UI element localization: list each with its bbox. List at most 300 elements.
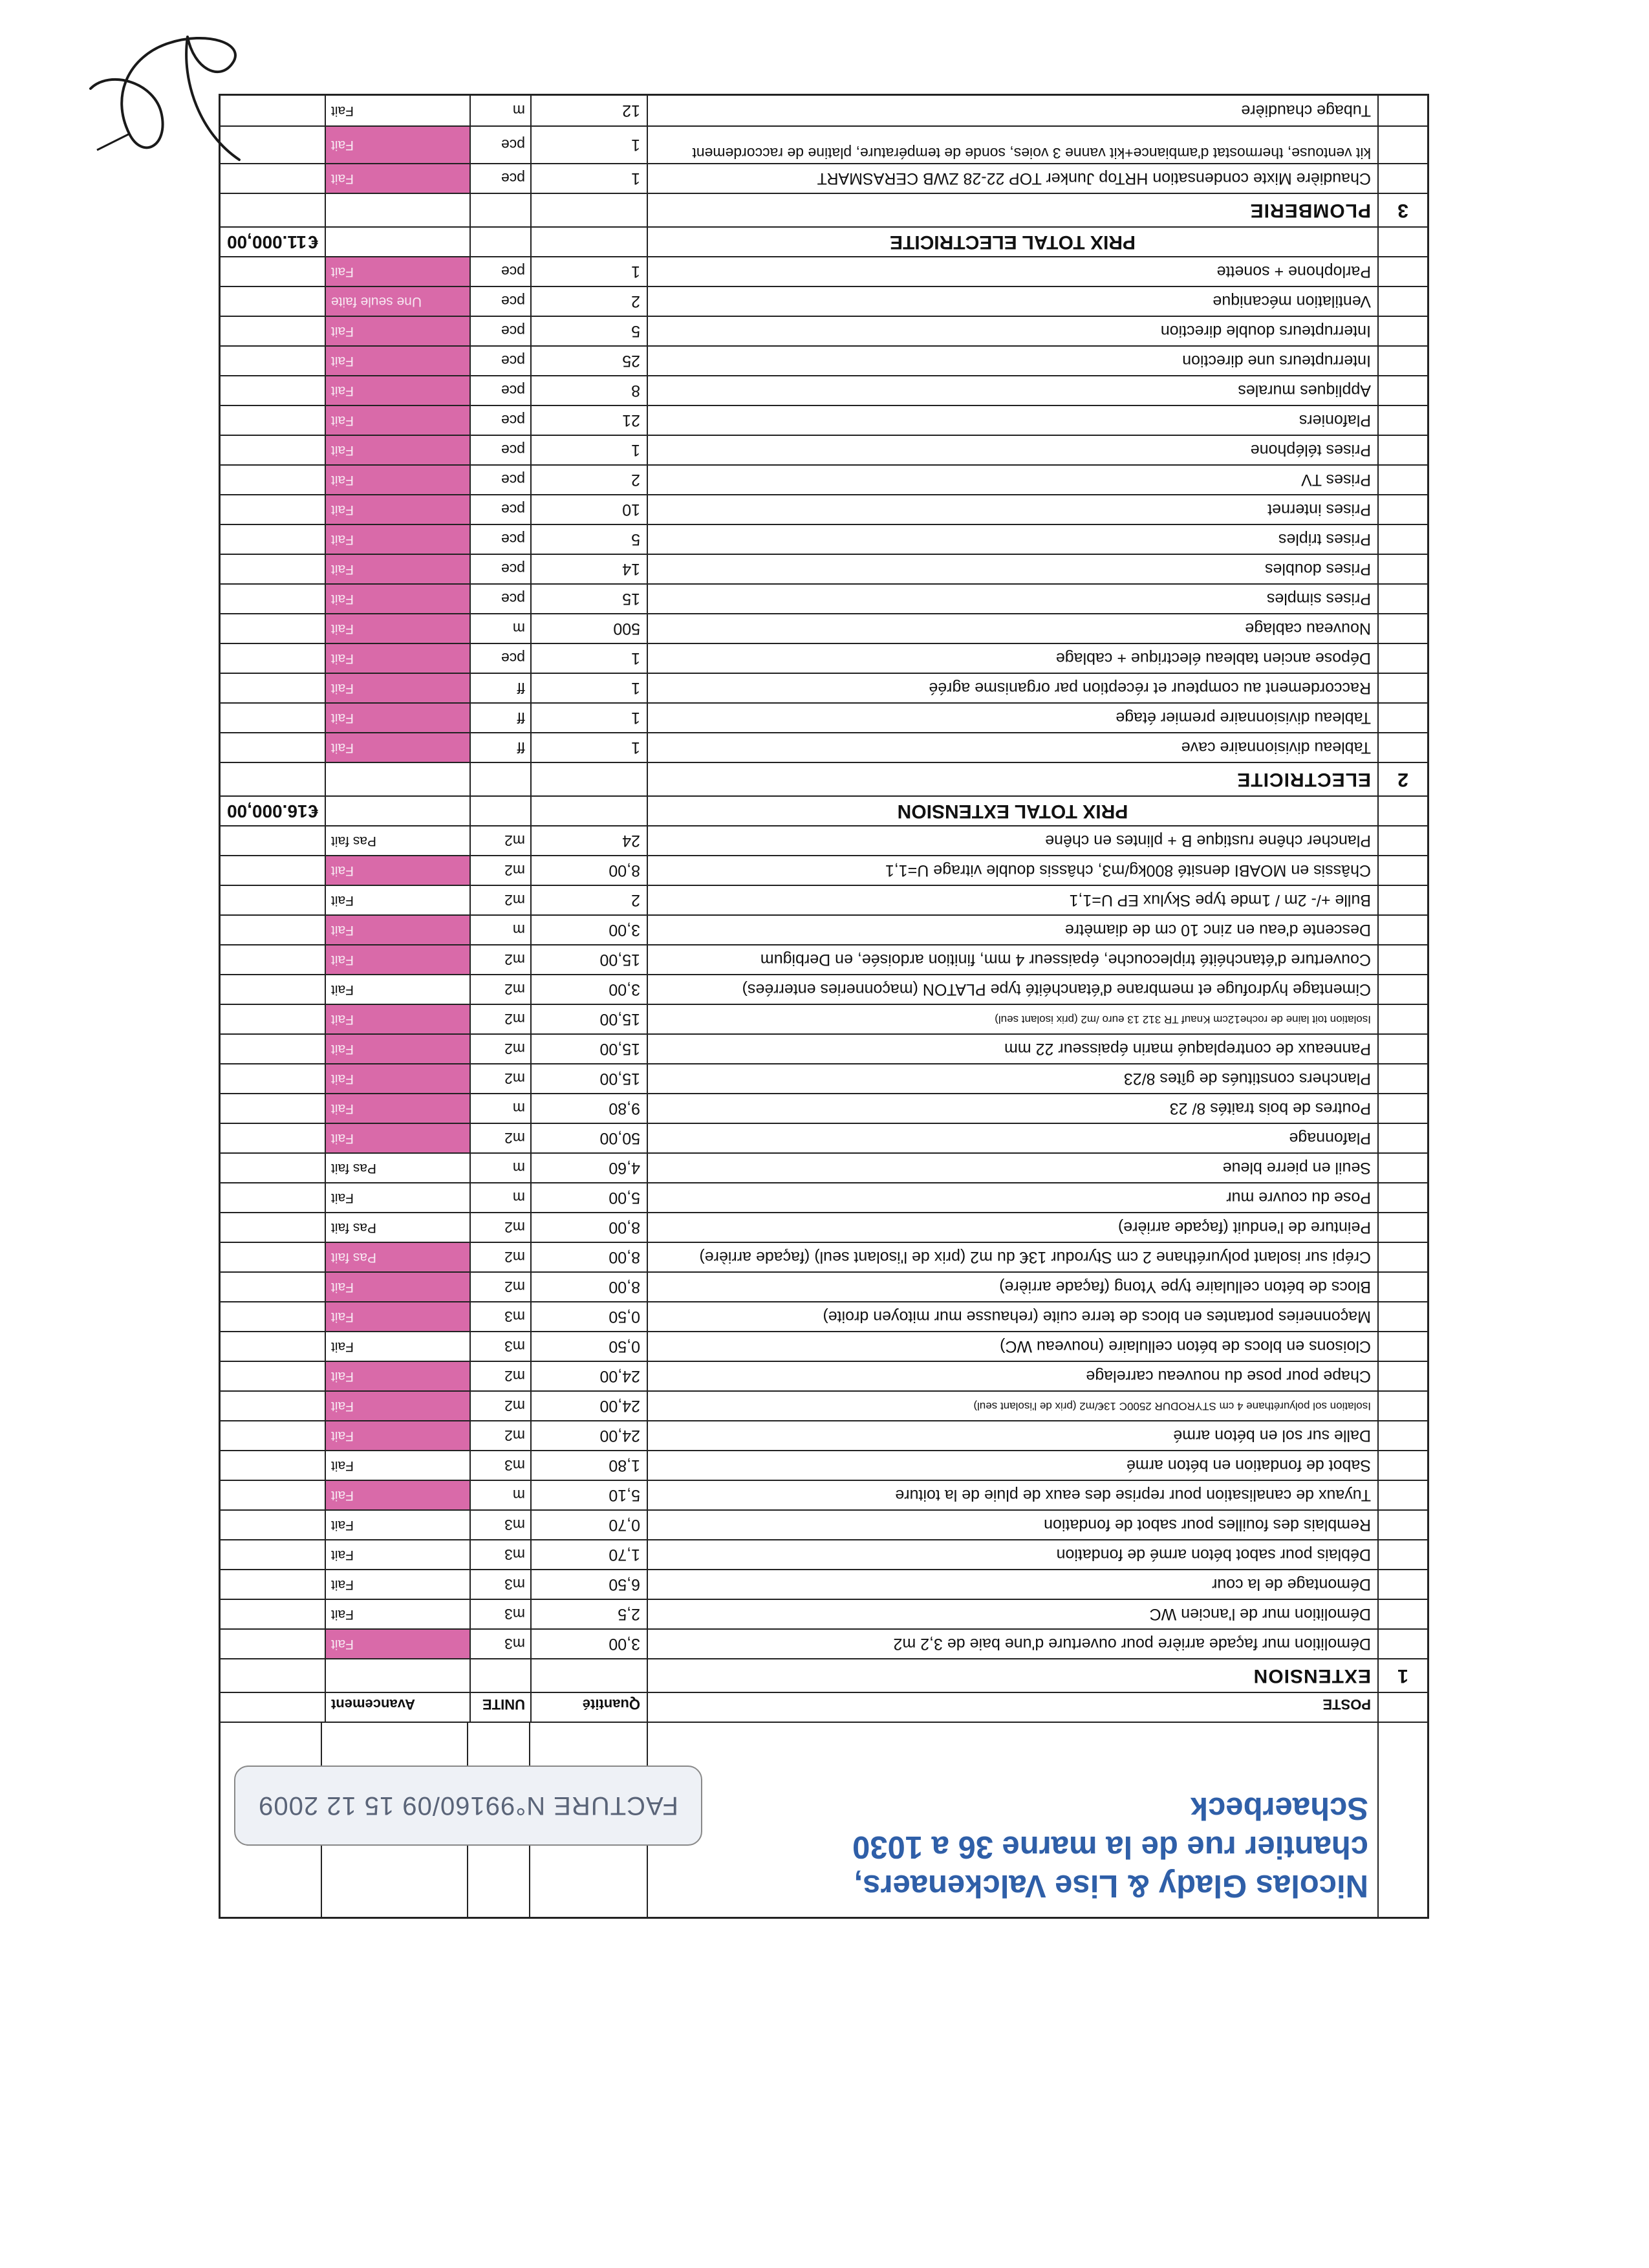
index-cell bbox=[1377, 733, 1427, 762]
item-description: Chape pour pose du nouveau carrelage bbox=[647, 1362, 1377, 1390]
item-unit: m2 bbox=[469, 886, 530, 914]
price-cell bbox=[221, 1392, 325, 1420]
invoice-header bbox=[221, 1722, 1427, 1917]
table-row bbox=[221, 583, 1427, 613]
item-description: Planchers constitués de gîtes 8/23 bbox=[647, 1064, 1377, 1093]
item-unit: m2 bbox=[469, 1362, 530, 1390]
item-unit: m3 bbox=[469, 1540, 530, 1569]
total-price bbox=[221, 228, 325, 256]
table-row bbox=[221, 855, 1427, 885]
table-row bbox=[221, 1361, 1427, 1390]
item-status: Fait bbox=[325, 1124, 469, 1152]
item-quantity: 8,00 bbox=[530, 1213, 647, 1242]
table-row bbox=[221, 944, 1427, 974]
price-cell bbox=[221, 1094, 325, 1123]
table-row bbox=[221, 885, 1427, 914]
item-description: Démolition mur de l'ancien WC bbox=[647, 1600, 1377, 1628]
item-status: Pas fait bbox=[325, 826, 469, 855]
index-cell bbox=[1377, 1183, 1427, 1212]
table-row bbox=[221, 96, 1427, 125]
column-header-index bbox=[1377, 1693, 1427, 1722]
item-unit: pce bbox=[469, 436, 530, 464]
index-cell bbox=[1377, 228, 1427, 256]
item-description: Cimentage hydrofuge et membrane d'étanchéité type PLATON (maçonneries enterrées) bbox=[647, 975, 1377, 1004]
index-cell bbox=[1377, 1273, 1427, 1301]
index-cell bbox=[1377, 1035, 1427, 1063]
price-cell bbox=[221, 1005, 325, 1033]
index-cell bbox=[1377, 1302, 1427, 1331]
item-quantity: 2 bbox=[530, 466, 647, 494]
section-row bbox=[221, 193, 1427, 226]
table-row bbox=[221, 405, 1427, 435]
item-status: Fait bbox=[325, 1540, 469, 1569]
price-cell bbox=[221, 257, 325, 286]
item-quantity: 500 bbox=[530, 614, 647, 643]
item-description: Plafonnage bbox=[647, 1124, 1377, 1152]
item-unit: m bbox=[469, 614, 530, 643]
index-cell bbox=[1377, 886, 1427, 914]
index-cell bbox=[1377, 1094, 1427, 1123]
item-quantity: 1 bbox=[530, 733, 647, 762]
table-row bbox=[221, 732, 1427, 762]
item-status: Fait bbox=[325, 916, 469, 944]
index-cell bbox=[1377, 826, 1427, 855]
item-description: Couverture d'étanchéité triplecouche, épaisseur 4 mm, finition ardoisée, en Derbigum bbox=[647, 945, 1377, 974]
item-unit: pce bbox=[469, 644, 530, 673]
item-quantity: 5 bbox=[530, 317, 647, 345]
price-cell bbox=[221, 856, 325, 885]
item-quantity: 3,00 bbox=[530, 916, 647, 944]
index-cell bbox=[1377, 1600, 1427, 1628]
item-unit: ff bbox=[469, 674, 530, 702]
item-description: Crépi sur isolant polyuréthane 2 cm Styrodur 13€ du m2 (prix de l'isolant seul) (façade arrière) bbox=[647, 1243, 1377, 1271]
price-cell bbox=[221, 1302, 325, 1331]
progress-cell bbox=[325, 228, 469, 256]
item-status: Fait bbox=[325, 1630, 469, 1658]
item-description: Tuyaux de canalisation pour reprise des eaux de pluie de la toiture bbox=[647, 1481, 1377, 1509]
index-cell bbox=[1377, 975, 1427, 1004]
table-row bbox=[221, 1301, 1427, 1331]
item-status: Fait bbox=[325, 257, 469, 286]
table-row bbox=[221, 554, 1427, 583]
index-cell bbox=[1377, 347, 1427, 375]
section-title: PLOMBERIE bbox=[647, 194, 1377, 226]
price-cell bbox=[221, 525, 325, 554]
index-cell bbox=[1377, 1451, 1427, 1480]
item-unit: pce bbox=[469, 376, 530, 405]
section-number: 1 bbox=[1377, 1659, 1427, 1692]
table-row bbox=[221, 1063, 1427, 1093]
total-row bbox=[221, 795, 1427, 825]
item-unit: m3 bbox=[469, 1511, 530, 1539]
price-cell bbox=[221, 1064, 325, 1093]
currency-symbol: € bbox=[308, 232, 318, 252]
progress-cell bbox=[325, 797, 469, 825]
index-cell bbox=[1377, 1421, 1427, 1450]
price-cell bbox=[221, 886, 325, 914]
item-unit: pce bbox=[469, 347, 530, 375]
item-status: Fait bbox=[325, 1392, 469, 1420]
item-quantity: 3,00 bbox=[530, 975, 647, 1004]
item-unit: pce bbox=[469, 555, 530, 583]
price-cell bbox=[221, 1362, 325, 1390]
item-unit: m2 bbox=[469, 1035, 530, 1063]
table-row bbox=[221, 125, 1427, 163]
item-description: Descente d'eau en zinc 10 cm de diamètre bbox=[647, 916, 1377, 944]
item-status: Fait bbox=[325, 644, 469, 673]
table-row bbox=[221, 1420, 1427, 1450]
table-row bbox=[221, 643, 1427, 673]
price-cell bbox=[221, 1600, 325, 1628]
item-description: Blocs de béton cellulaire type Ytong (façade arrière) bbox=[647, 1273, 1377, 1301]
item-unit: m2 bbox=[469, 1273, 530, 1301]
price-cell bbox=[221, 1570, 325, 1599]
index-cell bbox=[1377, 406, 1427, 435]
item-unit: ff bbox=[469, 733, 530, 762]
price-cell bbox=[221, 466, 325, 494]
item-status: Fait bbox=[325, 164, 469, 193]
item-quantity: 1 bbox=[530, 674, 647, 702]
table-row bbox=[221, 1450, 1427, 1480]
item-quantity: 12 bbox=[530, 96, 647, 125]
item-quantity: 15,00 bbox=[530, 1035, 647, 1063]
item-status: Fait bbox=[325, 1362, 469, 1390]
item-quantity: 2,5 bbox=[530, 1600, 647, 1628]
price-cell bbox=[221, 826, 325, 855]
progress-cell bbox=[325, 1659, 469, 1692]
item-status: Fait bbox=[325, 856, 469, 885]
price-cell bbox=[221, 1183, 325, 1212]
unit-cell bbox=[469, 797, 530, 825]
table-row bbox=[221, 1628, 1427, 1658]
section-row bbox=[221, 762, 1427, 795]
item-quantity: 50,00 bbox=[530, 1124, 647, 1152]
item-status: Fait bbox=[325, 1511, 469, 1539]
item-quantity: 15,00 bbox=[530, 1005, 647, 1033]
item-description: Prises doubles bbox=[647, 555, 1377, 583]
price-cell bbox=[221, 674, 325, 702]
item-unit: m2 bbox=[469, 1124, 530, 1152]
table-row bbox=[221, 825, 1427, 855]
table-row bbox=[221, 1033, 1427, 1063]
index-cell bbox=[1377, 1511, 1427, 1539]
price-cell bbox=[221, 1511, 325, 1539]
price-cell bbox=[221, 644, 325, 673]
column-header-quantite: Quantité bbox=[530, 1693, 647, 1722]
item-unit: pce bbox=[469, 585, 530, 613]
table-row bbox=[221, 1480, 1427, 1509]
price-cell bbox=[221, 763, 325, 795]
price-cell bbox=[221, 495, 325, 524]
item-description: Chaudière Mixte condensation HRTop Junker TOP 22-28 ZWB CERASMART bbox=[647, 164, 1377, 193]
index-cell bbox=[1377, 164, 1427, 193]
invoice-stamp bbox=[234, 1766, 702, 1846]
item-unit: m2 bbox=[469, 1064, 530, 1093]
table-row bbox=[221, 1152, 1427, 1182]
table-row bbox=[221, 613, 1427, 643]
price-cell bbox=[221, 376, 325, 405]
item-quantity: 3,00 bbox=[530, 1630, 647, 1658]
table-row bbox=[221, 1599, 1427, 1628]
column-header-price bbox=[221, 1693, 325, 1722]
item-quantity: 5 bbox=[530, 525, 647, 554]
table-row bbox=[221, 316, 1427, 345]
section-number: 3 bbox=[1377, 194, 1427, 226]
item-unit: pce bbox=[469, 525, 530, 554]
item-unit: pce bbox=[469, 127, 530, 163]
item-description: Raccordement au compteur et réception par organisme agréé bbox=[647, 674, 1377, 702]
table-row bbox=[221, 914, 1427, 944]
unit-cell bbox=[469, 763, 530, 795]
item-unit: m2 bbox=[469, 1243, 530, 1271]
item-quantity: 5,10 bbox=[530, 1481, 647, 1509]
item-unit: pce bbox=[469, 466, 530, 494]
item-description: Prises TV bbox=[647, 466, 1377, 494]
item-unit: m bbox=[469, 1154, 530, 1182]
table-row bbox=[221, 435, 1427, 464]
item-unit: m2 bbox=[469, 856, 530, 885]
item-unit: m2 bbox=[469, 1213, 530, 1242]
item-description: Pose du couvre mur bbox=[647, 1183, 1377, 1212]
section-number: 2 bbox=[1377, 763, 1427, 795]
item-status: Fait bbox=[325, 96, 469, 125]
item-description: Tableau divisionnaire cave bbox=[647, 733, 1377, 762]
client-name: Nicolas Glady & Lise Valckenaers, bbox=[854, 1868, 1368, 1903]
invoice-stamp-text: FACTURE N°99160/09 15 12 2009 bbox=[258, 1791, 678, 1820]
price-cell bbox=[221, 585, 325, 613]
item-status: Fait bbox=[325, 1421, 469, 1450]
item-status: Fait bbox=[325, 674, 469, 702]
item-description: Tableau divisionnaire premier étage bbox=[647, 704, 1377, 732]
table-row bbox=[221, 1331, 1427, 1361]
index-cell bbox=[1377, 287, 1427, 316]
item-quantity: 6,50 bbox=[530, 1570, 647, 1599]
item-description: Démolition mur façade arrière pour ouverture d'une baie de 3,2 m2 bbox=[647, 1630, 1377, 1658]
item-status: Fait bbox=[325, 1302, 469, 1331]
item-quantity: 9,80 bbox=[530, 1094, 647, 1123]
qty-cell bbox=[530, 1659, 647, 1692]
price-cell bbox=[221, 1451, 325, 1480]
table-row bbox=[221, 974, 1427, 1004]
item-unit: pce bbox=[469, 495, 530, 524]
item-status: Fait bbox=[325, 1570, 469, 1599]
item-status: Fait bbox=[325, 436, 469, 464]
item-quantity: 24,00 bbox=[530, 1362, 647, 1390]
item-unit: pce bbox=[469, 317, 530, 345]
column-header-avancement: Avancement bbox=[325, 1693, 469, 1722]
item-unit: m2 bbox=[469, 945, 530, 974]
item-description: Prises internet bbox=[647, 495, 1377, 524]
price-cell bbox=[221, 1540, 325, 1569]
unit-cell bbox=[469, 194, 530, 226]
index-cell bbox=[1377, 1243, 1427, 1271]
qty-cell bbox=[530, 763, 647, 795]
item-status: Fait bbox=[325, 317, 469, 345]
item-quantity: 1 bbox=[530, 164, 647, 193]
table-row bbox=[221, 256, 1427, 286]
unit-cell bbox=[469, 1659, 530, 1692]
item-status: Fait bbox=[325, 495, 469, 524]
header-index-cell bbox=[1377, 1723, 1427, 1917]
table-body bbox=[221, 96, 1427, 1692]
item-quantity: 1 bbox=[530, 127, 647, 163]
table-row bbox=[221, 1242, 1427, 1271]
total-amount: 11.000,00 bbox=[227, 232, 307, 252]
item-status: Une seule faite bbox=[325, 287, 469, 316]
item-description: Prises téléphone bbox=[647, 436, 1377, 464]
item-status: Pas fait bbox=[325, 1213, 469, 1242]
item-status: Fait bbox=[325, 1005, 469, 1033]
unit-cell bbox=[469, 228, 530, 256]
qty-cell bbox=[530, 228, 647, 256]
item-description: Démontage de la cour bbox=[647, 1570, 1377, 1599]
item-quantity: 1 bbox=[530, 257, 647, 286]
index-cell bbox=[1377, 436, 1427, 464]
item-description: Poutres de bois traités 8/ 23 bbox=[647, 1094, 1377, 1123]
item-quantity: 8,00 bbox=[530, 856, 647, 885]
item-quantity: 24,00 bbox=[530, 1421, 647, 1450]
item-quantity: 1,80 bbox=[530, 1451, 647, 1480]
index-cell bbox=[1377, 466, 1427, 494]
index-cell bbox=[1377, 856, 1427, 885]
item-description: Sabot de fondation en béton armé bbox=[647, 1451, 1377, 1480]
item-status: Fait bbox=[325, 1481, 469, 1509]
progress-cell bbox=[325, 194, 469, 226]
price-cell bbox=[221, 1630, 325, 1658]
item-unit: m bbox=[469, 1481, 530, 1509]
price-cell bbox=[221, 1213, 325, 1242]
table-row bbox=[221, 1509, 1427, 1539]
price-cell bbox=[221, 1243, 325, 1271]
item-status: Fait bbox=[325, 1273, 469, 1301]
price-cell bbox=[221, 975, 325, 1004]
index-cell bbox=[1377, 525, 1427, 554]
item-description: Seuil en pierre bleue bbox=[647, 1154, 1377, 1182]
item-quantity: 8 bbox=[530, 376, 647, 405]
item-description: Châssis en MOABI densité 800kg/m3, châssis double vitrage U=1,1 bbox=[647, 856, 1377, 885]
index-cell bbox=[1377, 614, 1427, 643]
item-unit: m2 bbox=[469, 975, 530, 1004]
item-quantity: 15,00 bbox=[530, 1064, 647, 1093]
price-cell bbox=[221, 406, 325, 435]
table-row bbox=[221, 464, 1427, 494]
item-description: Isolation sol polyuréthane 4 cm STYRODUR 2500C 13€/m2 (prix de l'isolant seul) bbox=[647, 1392, 1377, 1420]
item-description: Prises triples bbox=[647, 525, 1377, 554]
table-row bbox=[221, 1569, 1427, 1599]
table-row bbox=[221, 673, 1427, 702]
item-quantity: 24,00 bbox=[530, 1392, 647, 1420]
item-quantity: 24 bbox=[530, 826, 647, 855]
item-unit: m3 bbox=[469, 1302, 530, 1331]
item-status: Fait bbox=[325, 886, 469, 914]
item-unit: pce bbox=[469, 257, 530, 286]
index-cell bbox=[1377, 1154, 1427, 1182]
index-cell bbox=[1377, 257, 1427, 286]
item-unit: m bbox=[469, 916, 530, 944]
item-unit: m3 bbox=[469, 1332, 530, 1361]
item-description: Prises simples bbox=[647, 585, 1377, 613]
section-title: ELECTRICITE bbox=[647, 763, 1377, 795]
index-cell bbox=[1377, 495, 1427, 524]
index-cell bbox=[1377, 96, 1427, 125]
index-cell bbox=[1377, 127, 1427, 163]
item-description: Plafoniers bbox=[647, 406, 1377, 435]
item-status: Fait bbox=[325, 1332, 469, 1361]
item-unit: m3 bbox=[469, 1630, 530, 1658]
price-cell bbox=[221, 1659, 325, 1692]
item-status: Fait bbox=[325, 466, 469, 494]
index-cell bbox=[1377, 1570, 1427, 1599]
total-label: PRIX TOTAL ELECTRICITE bbox=[647, 228, 1377, 256]
item-description: Dalle sur sol en béton armé bbox=[647, 1421, 1377, 1450]
price-cell bbox=[221, 733, 325, 762]
item-status: Pas fait bbox=[325, 1154, 469, 1182]
item-unit: pce bbox=[469, 406, 530, 435]
index-cell bbox=[1377, 644, 1427, 673]
item-status: Fait bbox=[325, 376, 469, 405]
item-status: Fait bbox=[325, 733, 469, 762]
item-status: Fait bbox=[325, 704, 469, 732]
table-row bbox=[221, 1390, 1427, 1420]
item-status: Fait bbox=[325, 1183, 469, 1212]
total-amount: 16.000,00 bbox=[227, 801, 308, 821]
item-status: Fait bbox=[325, 585, 469, 613]
item-description: Appliques murales bbox=[647, 376, 1377, 405]
index-cell bbox=[1377, 1630, 1427, 1658]
index-cell bbox=[1377, 945, 1427, 974]
item-unit: m2 bbox=[469, 1005, 530, 1033]
item-unit: m2 bbox=[469, 826, 530, 855]
item-description: Ventilation mécanique bbox=[647, 287, 1377, 316]
item-description: Dépose ancien tableau électrique + cablage bbox=[647, 644, 1377, 673]
price-cell bbox=[221, 436, 325, 464]
item-quantity: 5,00 bbox=[530, 1183, 647, 1212]
item-description: Bulle +/- 2m / 1mde type Skylux EP U=1,1 bbox=[647, 886, 1377, 914]
item-status: Fait bbox=[325, 525, 469, 554]
item-description: Maçonneries portantes en blocs de terre cuite (rehausse mur mitoyen droite) bbox=[647, 1302, 1377, 1331]
item-unit: m bbox=[469, 96, 530, 125]
column-header-unite: UNITE bbox=[469, 1693, 530, 1722]
item-quantity: 2 bbox=[530, 287, 647, 316]
item-status: Fait bbox=[325, 555, 469, 583]
column-header-poste: POSTE bbox=[647, 1693, 1377, 1722]
index-cell bbox=[1377, 317, 1427, 345]
item-quantity: 10 bbox=[530, 495, 647, 524]
item-description: Plancher chêne rustique B + plintes en chêne bbox=[647, 826, 1377, 855]
item-unit: pce bbox=[469, 287, 530, 316]
price-cell bbox=[221, 1273, 325, 1301]
price-cell bbox=[221, 1035, 325, 1063]
index-cell bbox=[1377, 674, 1427, 702]
price-cell bbox=[221, 704, 325, 732]
price-cell bbox=[221, 347, 325, 375]
progress-cell bbox=[325, 763, 469, 795]
item-quantity: 25 bbox=[530, 347, 647, 375]
item-description: Tubage chaudière bbox=[647, 96, 1377, 125]
item-status: Fait bbox=[325, 614, 469, 643]
table-row bbox=[221, 286, 1427, 316]
item-quantity: 14 bbox=[530, 555, 647, 583]
item-status: Fait bbox=[325, 1094, 469, 1123]
index-cell bbox=[1377, 1124, 1427, 1152]
price-cell bbox=[221, 1481, 325, 1509]
item-unit: m3 bbox=[469, 1570, 530, 1599]
item-description: Nouveau cablage bbox=[647, 614, 1377, 643]
table-row bbox=[221, 1271, 1427, 1301]
site-address: chantier rue de la marne 36 a 1030 bbox=[852, 1830, 1368, 1864]
item-status: Fait bbox=[325, 347, 469, 375]
index-cell bbox=[1377, 376, 1427, 405]
